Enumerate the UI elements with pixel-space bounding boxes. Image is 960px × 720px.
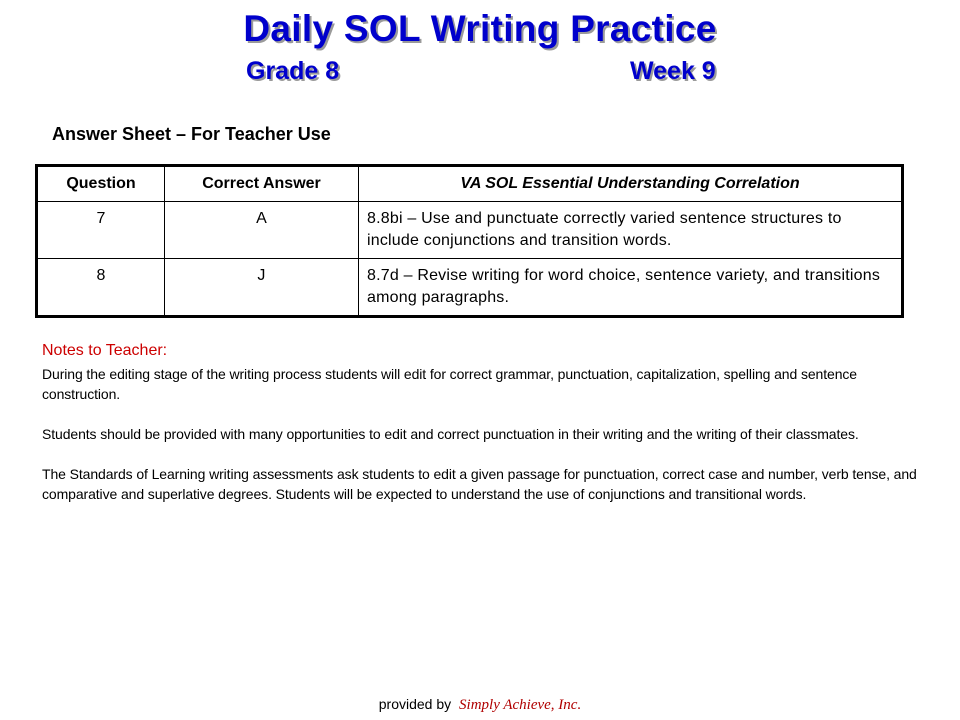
notes-paragraph: During the editing stage of the writing process students will edit for correct grammar, punctuation, capitalization, spelling and sentence construction.	[42, 366, 857, 402]
grade-label: Grade 8	[246, 57, 340, 85]
footer-prefix: provided by	[378, 696, 452, 712]
cell-answer: J	[165, 259, 359, 317]
answer-table	[35, 164, 904, 318]
header-correlation: VA SOL Essential Understanding Correlation	[359, 166, 903, 202]
header-correct-answer: Correct Answer	[165, 166, 359, 202]
table-row	[37, 202, 903, 259]
week-label: Week 9	[630, 57, 716, 85]
cell-question: 7	[37, 202, 165, 259]
notes-paragraph: The Standards of Learning writing assessments ask students to edit a given passage for punctuation, correct case and number, verb tense, and comparative and superlative degrees. Students will be expected to understand the use of conjunctions and transitional words.	[42, 466, 917, 502]
header-question: Question	[37, 166, 165, 202]
cell-question: 8	[37, 259, 165, 317]
notes-body	[42, 364, 922, 524]
cell-correlation: 8.7d – Revise writing for word choice, sentence variety, and transitions among paragraphs.	[359, 259, 903, 317]
page-title: Daily SOL Writing Practice	[243, 8, 717, 49]
answer-sheet-heading: Answer Sheet – For Teacher Use	[52, 124, 331, 144]
table-row	[37, 259, 903, 317]
cell-correlation: 8.8bi – Use and punctuate correctly varied sentence structures to include conjunctions and transition words.	[359, 202, 903, 259]
footer	[0, 696, 960, 714]
footer-brand: Simply Achieve, Inc.	[459, 697, 582, 713]
notes-heading: Notes to Teacher:	[42, 342, 168, 359]
notes-paragraph: Students should be provided with many opportunities to edit and correct punctuation in their writing and the writing of their classmates.	[42, 426, 859, 442]
cell-answer: A	[165, 202, 359, 259]
table-header-row	[37, 166, 903, 202]
